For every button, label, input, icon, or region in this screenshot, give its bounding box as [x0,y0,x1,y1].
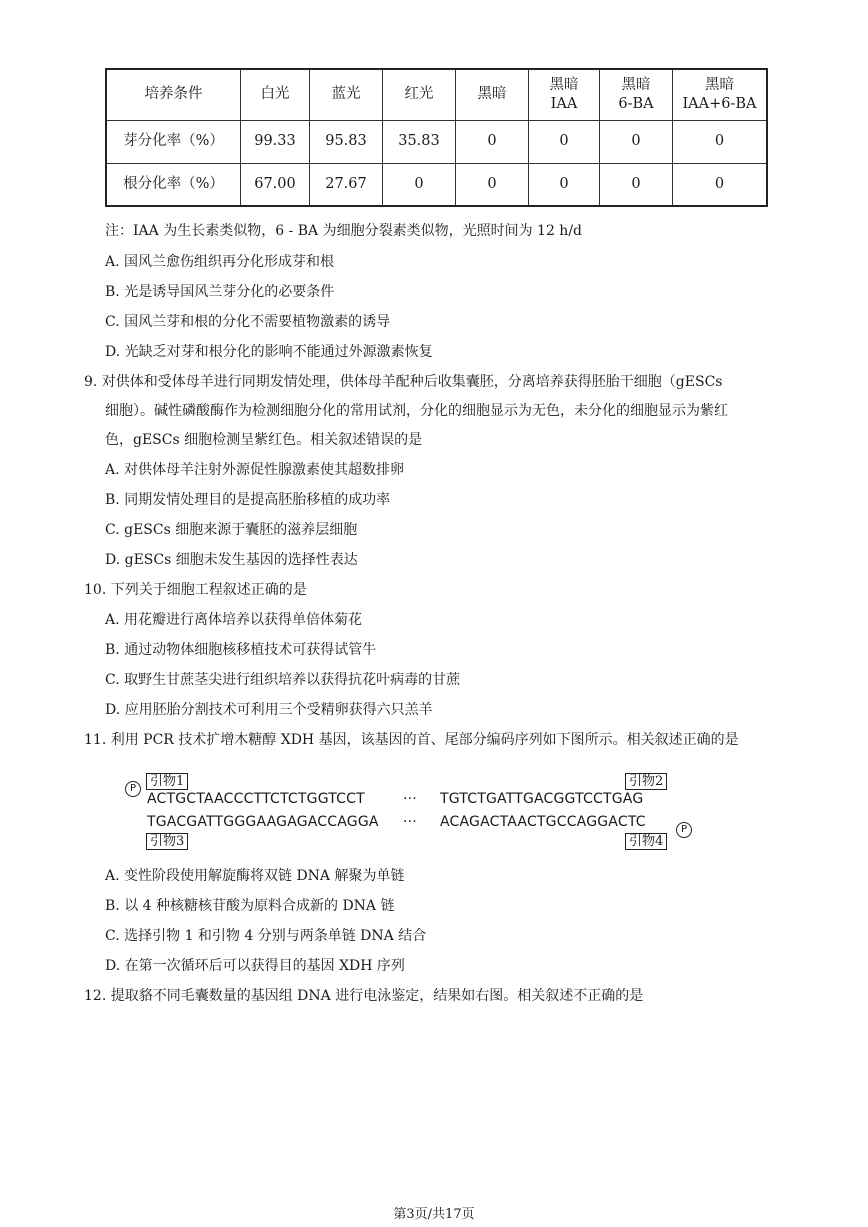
phosphate-icon: P [125,781,141,797]
table-cell: 27.67 [310,163,383,206]
dna-bottom-right-sequence: ACAGACTAACTGCCAGGACTC [440,814,646,830]
dna-bottom-left-sequence: TGACGATTGGGAAGAGACCAGGA [147,814,379,830]
q11-option-c: C. 选择引物 1 和引物 4 分别与两条单链 DNA 结合 [105,928,427,944]
header-cell: 黑暗 6-BA [600,69,673,120]
primer1-label: 引物1 [146,773,188,790]
q12-stem: 12. 提取貉不同毛囊数量的基因组 DNA 进行电泳鉴定，结果如右图。相关叙述不正确的是 [84,988,644,1004]
table-cell: 67.00 [241,163,310,206]
table-row [106,120,767,163]
q9-option-d: D. gESCs 细胞未发生基因的选择性表达 [105,552,358,568]
dna-ellipsis: ··· [403,814,417,830]
culture-conditions-table [105,68,768,207]
q8-option-d: D. 光缺乏对芽和根分化的影响不能通过外源激素恢复 [105,344,433,360]
q9-stem-line2: 细胞）。碱性磷酸酶作为检测细胞分化的常用试剂，分化的细胞显示为无色，未分化的细胞显示为紫红 [105,403,728,419]
header-cell: 黑暗 [456,69,529,120]
q9-stem-line1: 9. 对供体和受体母羊进行同期发情处理，供体母羊配种后收集囊胚，分离培养获得胚胎干细胞（gESCs [84,374,723,390]
q10-option-d: D. 应用胚胎分割技术可利用三个受精卵获得六只羔羊 [105,702,433,718]
table-cell: 0 [456,163,529,206]
table-cell: 0 [600,120,673,163]
table-cell: 35.83 [383,120,456,163]
table-cell: 0 [529,120,600,163]
q9-option-a: A. 对供体母羊注射外源促性腺激素使其超数排卵 [105,462,405,478]
dna-top-right-sequence: TGTCTGATTGACGGTCCTGAG [440,791,644,807]
q9-option-c: C. gESCs 细胞来源于囊胚的滋养层细胞 [105,522,358,538]
header-cell: 黑暗 IAA+6-BA [673,69,768,120]
table-cell: 0 [673,120,768,163]
header-cell: 培养条件 [106,69,241,120]
q8-option-b: B. 光是诱导国风兰芽分化的必要条件 [105,284,335,300]
row-label: 芽分化率（%） [106,120,241,163]
q10-option-c: C. 取野生甘蔗茎尖进行组织培养以获得抗花叶病毒的甘蔗 [105,672,461,688]
q10-option-b: B. 通过动物体细胞核移植技术可获得试管牛 [105,642,377,658]
table-cell: 0 [529,163,600,206]
table-cell: 0 [456,120,529,163]
q8-option-a: A. 国风兰愈伤组织再分化形成芽和根 [105,254,335,270]
primer2-label: 引物2 [625,773,667,790]
q8-option-c: C. 国风兰芽和根的分化不需要植物激素的诱导 [105,314,391,330]
page-number: 第3页/共17页 [393,1207,475,1222]
table-cell: 0 [673,163,768,206]
q11-option-d: D. 在第一次循环后可以获得目的基因 XDH 序列 [105,958,405,974]
table-cell: 95.83 [310,120,383,163]
q11-stem: 11. 利用 PCR 技术扩增木糖醇 XDH 基因，该基因的首、尾部分编码序列如下图所示。相关叙述正确的是 [84,732,739,748]
header-cell: 红光 [383,69,456,120]
table-note: 注：IAA 为生长素类似物，6 - BA 为细胞分裂素类似物，光照时间为 12 h/d [105,223,582,239]
q11-option-b: B. 以 4 种核糖核苷酸为原料合成新的 DNA 链 [105,898,395,914]
table-row [106,163,767,206]
dna-ellipsis: ··· [403,791,417,807]
q9-stem-line3: 色，gESCs 细胞检测呈紫红色。相关叙述错误的是 [105,432,423,448]
primer3-label: 引物3 [146,833,188,850]
table-cell: 99.33 [241,120,310,163]
header-cell: 蓝光 [310,69,383,120]
q11-option-a: A. 变性阶段使用解旋酶将双链 DNA 解聚为单链 [105,868,405,884]
q10-stem: 10. 下列关于细胞工程叙述正确的是 [84,582,307,598]
dna-top-left-sequence: ACTGCTAACCCTTCTCTGGTCCT [147,791,365,807]
q9-option-b: B. 同期发情处理目的是提高胚胎移植的成功率 [105,492,391,508]
table-header-row [106,69,767,120]
table-cell: 0 [383,163,456,206]
header-cell: 黑暗 IAA [529,69,600,120]
row-label: 根分化率（%） [106,163,241,206]
table-cell: 0 [600,163,673,206]
phosphate-icon: P [676,822,692,838]
primer4-label: 引物4 [625,833,667,850]
q10-option-a: A. 用花瓣进行离体培养以获得单倍体菊花 [105,612,363,628]
header-cell: 白光 [241,69,310,120]
